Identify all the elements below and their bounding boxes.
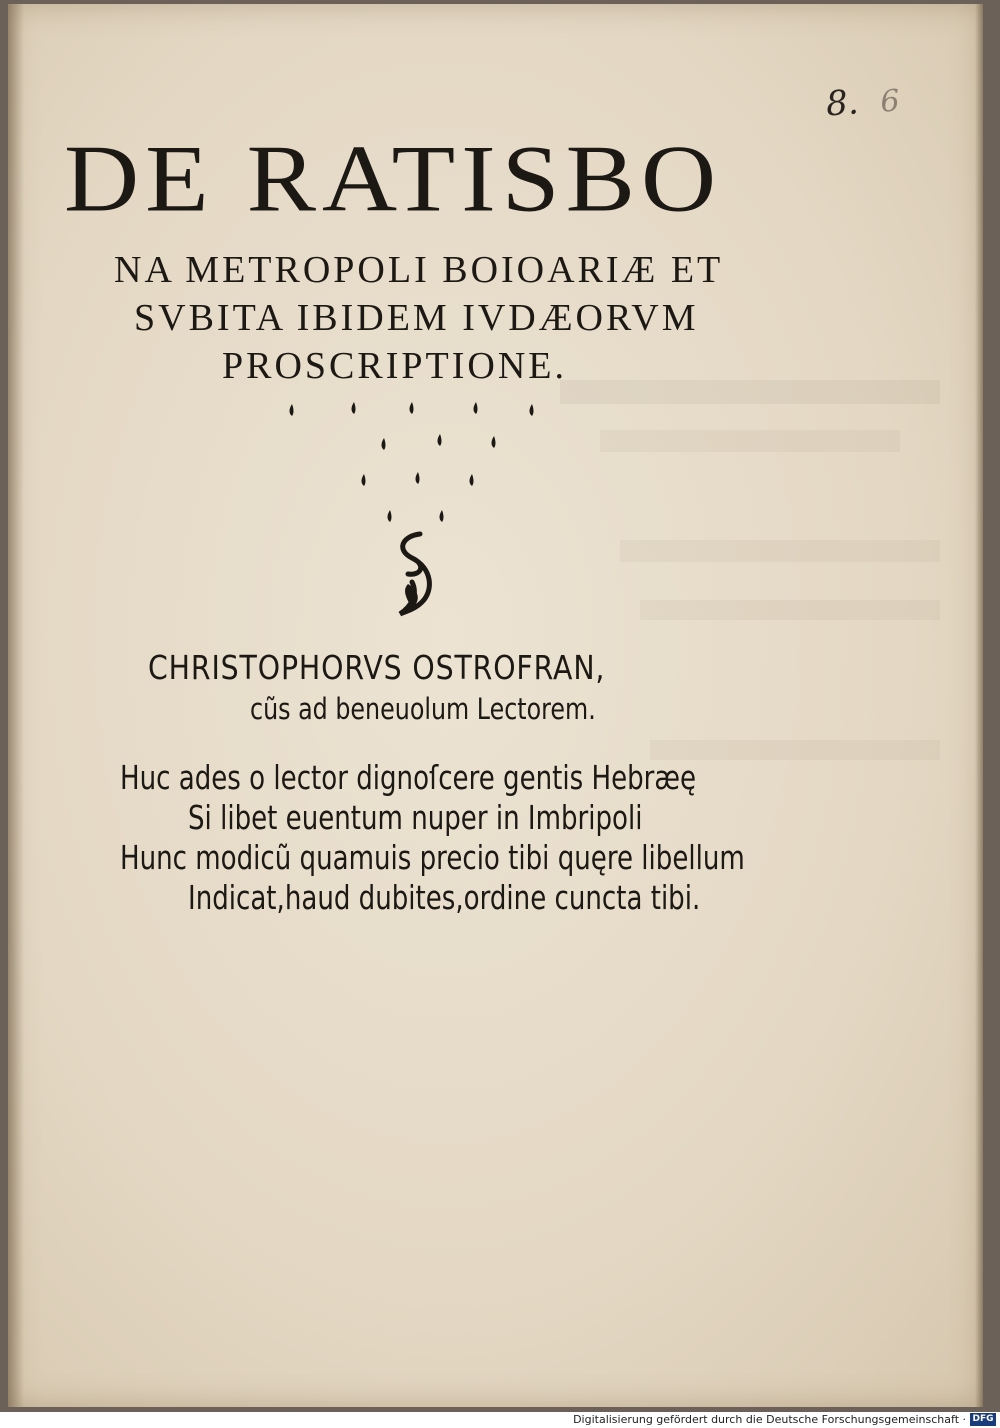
page-spine-shadow — [8, 4, 24, 1407]
page-edge-shadow — [975, 4, 983, 1407]
handwritten-shelfmark — [825, 79, 901, 124]
title-line-1: NA METROPOLI BOIOARIÆ ET — [114, 249, 724, 291]
verse-line: Huc ades o lector dignoſcere gentis Hebræę — [120, 758, 697, 797]
bleed-through-mark — [620, 540, 940, 562]
fleuron-ornament-icon — [382, 528, 442, 618]
bleed-through-mark — [560, 380, 940, 404]
dedication-author: CHRISTOPHORVS OSTROFRAN, — [148, 648, 606, 687]
verse-line: Si libet euentum nuper in Imbripoli — [188, 798, 643, 837]
verse-line: Hunc modicũ quamuis precio tibi quęre libellum — [120, 838, 745, 877]
handwritten-shelfmark-first: 8. — [824, 82, 860, 125]
ornament-dots-icon — [280, 398, 550, 528]
bleed-through-mark — [640, 600, 940, 620]
bleed-through-mark — [600, 430, 900, 452]
title-line-3: PROSCRIPTIONE. — [222, 345, 567, 387]
funding-credit: Digitalisierung gefördert durch die Deutsche Forschungsgemeinschaft · — [573, 1413, 966, 1426]
bleed-through-mark — [650, 740, 940, 760]
dfg-logo: DFG — [970, 1413, 996, 1426]
verse-line: Indicat,haud dubites,ordine cuncta tibi. — [188, 878, 701, 917]
dedication-recipient: cũs ad beneuolum Lectorem. — [250, 692, 596, 726]
page-title: DE RATISBO — [64, 125, 723, 232]
handwritten-shelfmark-second: 6 — [879, 83, 901, 120]
title-line-2: SVBITA IBIDEM IVDÆORVM — [134, 297, 699, 339]
